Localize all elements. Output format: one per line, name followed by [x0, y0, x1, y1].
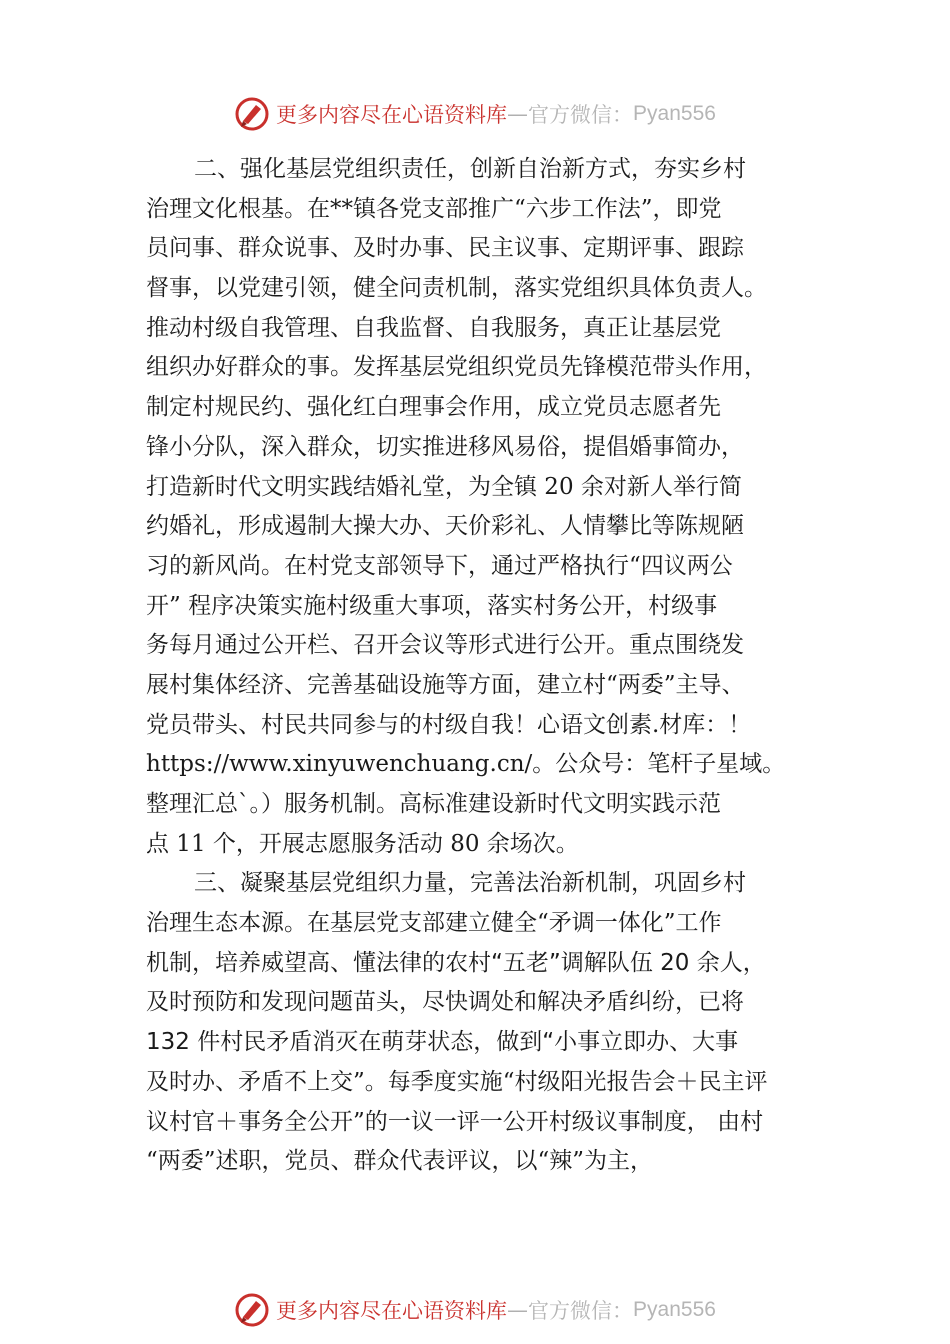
- paragraph-line: 务每月通过公开栏、召开会议等形式进行公开。重点围绕发: [146, 632, 744, 659]
- paragraph-line: 及时预防和发现问题苗头，尽快调处和解决矛盾纠纷，已将: [146, 989, 744, 1016]
- paragraph-line: 及时办、矛盾不上交”。每季度实施“村级阳光报告会＋民主评: [146, 1068, 768, 1095]
- paragraph-line: 打造新时代文明实践结婚礼堂，为全镇 20 余对新人举行简: [146, 473, 742, 500]
- banner-wechat-label: 官方微信：: [528, 1299, 634, 1323]
- paragraph-line: 机制，培养威望高、懂法律的农村“五老”调解队伍 20 余人，: [146, 949, 766, 976]
- banner-wechat-id: Pyan556: [633, 102, 716, 125]
- footer-banner: [0, 1290, 950, 1330]
- banner-wechat-id: Pyan556: [633, 1298, 716, 1321]
- paragraph-line: https://www.xinyuwenchuang.cn/。公众号：笔杆子星域。: [146, 751, 786, 778]
- paragraph-line: “两委”述职，党员、群众代表评议，以“辣”为主，: [146, 1148, 654, 1175]
- paragraph-line: 整理汇总`。）服务机制。高标准建设新时代文明实践示范: [146, 791, 721, 817]
- paragraph-line: 展村集体经济、完善基础设施等方面，建立村“两委”主导、: [146, 671, 745, 698]
- paragraph-line: 组织办好群众的事。发挥基层党组织党员先锋模范带头作用，: [146, 354, 767, 381]
- banner-dash: —: [507, 102, 529, 126]
- banner-title: 更多内容尽在心语资料库: [276, 103, 508, 127]
- paragraph-line: 开” 程序决策实施村级重大事项，落实村务公开，村级事: [146, 592, 718, 619]
- paragraph-line: 治理文化根基。在**镇各党支部推广“六步工作法”，即党: [146, 195, 722, 222]
- paragraph-line: 习的新风尚。在村党支部领导下，通过严格执行“四议两公: [146, 552, 733, 579]
- paragraph-line: 锋小分队，深入群众，切实推进移风易俗，提倡婚事简办，: [146, 433, 744, 460]
- paragraph-line: 督事，以党建引领，健全问责机制，落实党组织具体负责人。: [146, 275, 767, 302]
- paragraph-line: 约婚礼，形成遏制大操大办、天价彩礼、人情攀比等陈规陋: [146, 513, 744, 540]
- paragraph-line: 二、强化基层党组织责任，创新自治新方式，夯实乡村: [194, 156, 746, 182]
- pen-logo-icon: [234, 96, 270, 132]
- paragraph-line: 议村官＋事务全公开”的一议一评一公开村级议事制度， 由村: [146, 1108, 764, 1135]
- banner-title: 更多内容尽在心语资料库: [276, 1299, 508, 1323]
- paragraph-line: 132 件村民矛盾消灭在萌芽状态，做到“小事立即办、大事: [146, 1029, 739, 1056]
- document-body: [146, 150, 826, 1182]
- header-banner: [0, 94, 950, 134]
- paragraph-line: 制定村规民约、强化红白理事会作用，成立党员志愿者先: [146, 394, 721, 421]
- paragraph-line: 三、凝聚基层党组织力量，完善法治新机制，巩固乡村: [194, 870, 746, 897]
- paragraph-line: 治理生态本源。在基层党支部建立健全“矛调一体化”工作: [146, 910, 722, 937]
- banner-dash: —: [507, 1298, 529, 1322]
- paragraph-line: 点 11 个，开展志愿服务活动 80 余场次。: [146, 830, 579, 857]
- paragraph-line: 推动村级自我管理、自我监督、自我服务，真正让基层党: [146, 314, 721, 341]
- paragraph-line: 党员带头、村民共同参与的村级自我！心语文创素.材库：！: [146, 711, 752, 738]
- pen-logo-icon: [234, 1292, 270, 1328]
- banner-wechat-label: 官方微信：: [528, 103, 634, 127]
- paragraph-line: 员问事、群众说事、及时办事、民主议事、定期评事、跟踪: [146, 235, 744, 262]
